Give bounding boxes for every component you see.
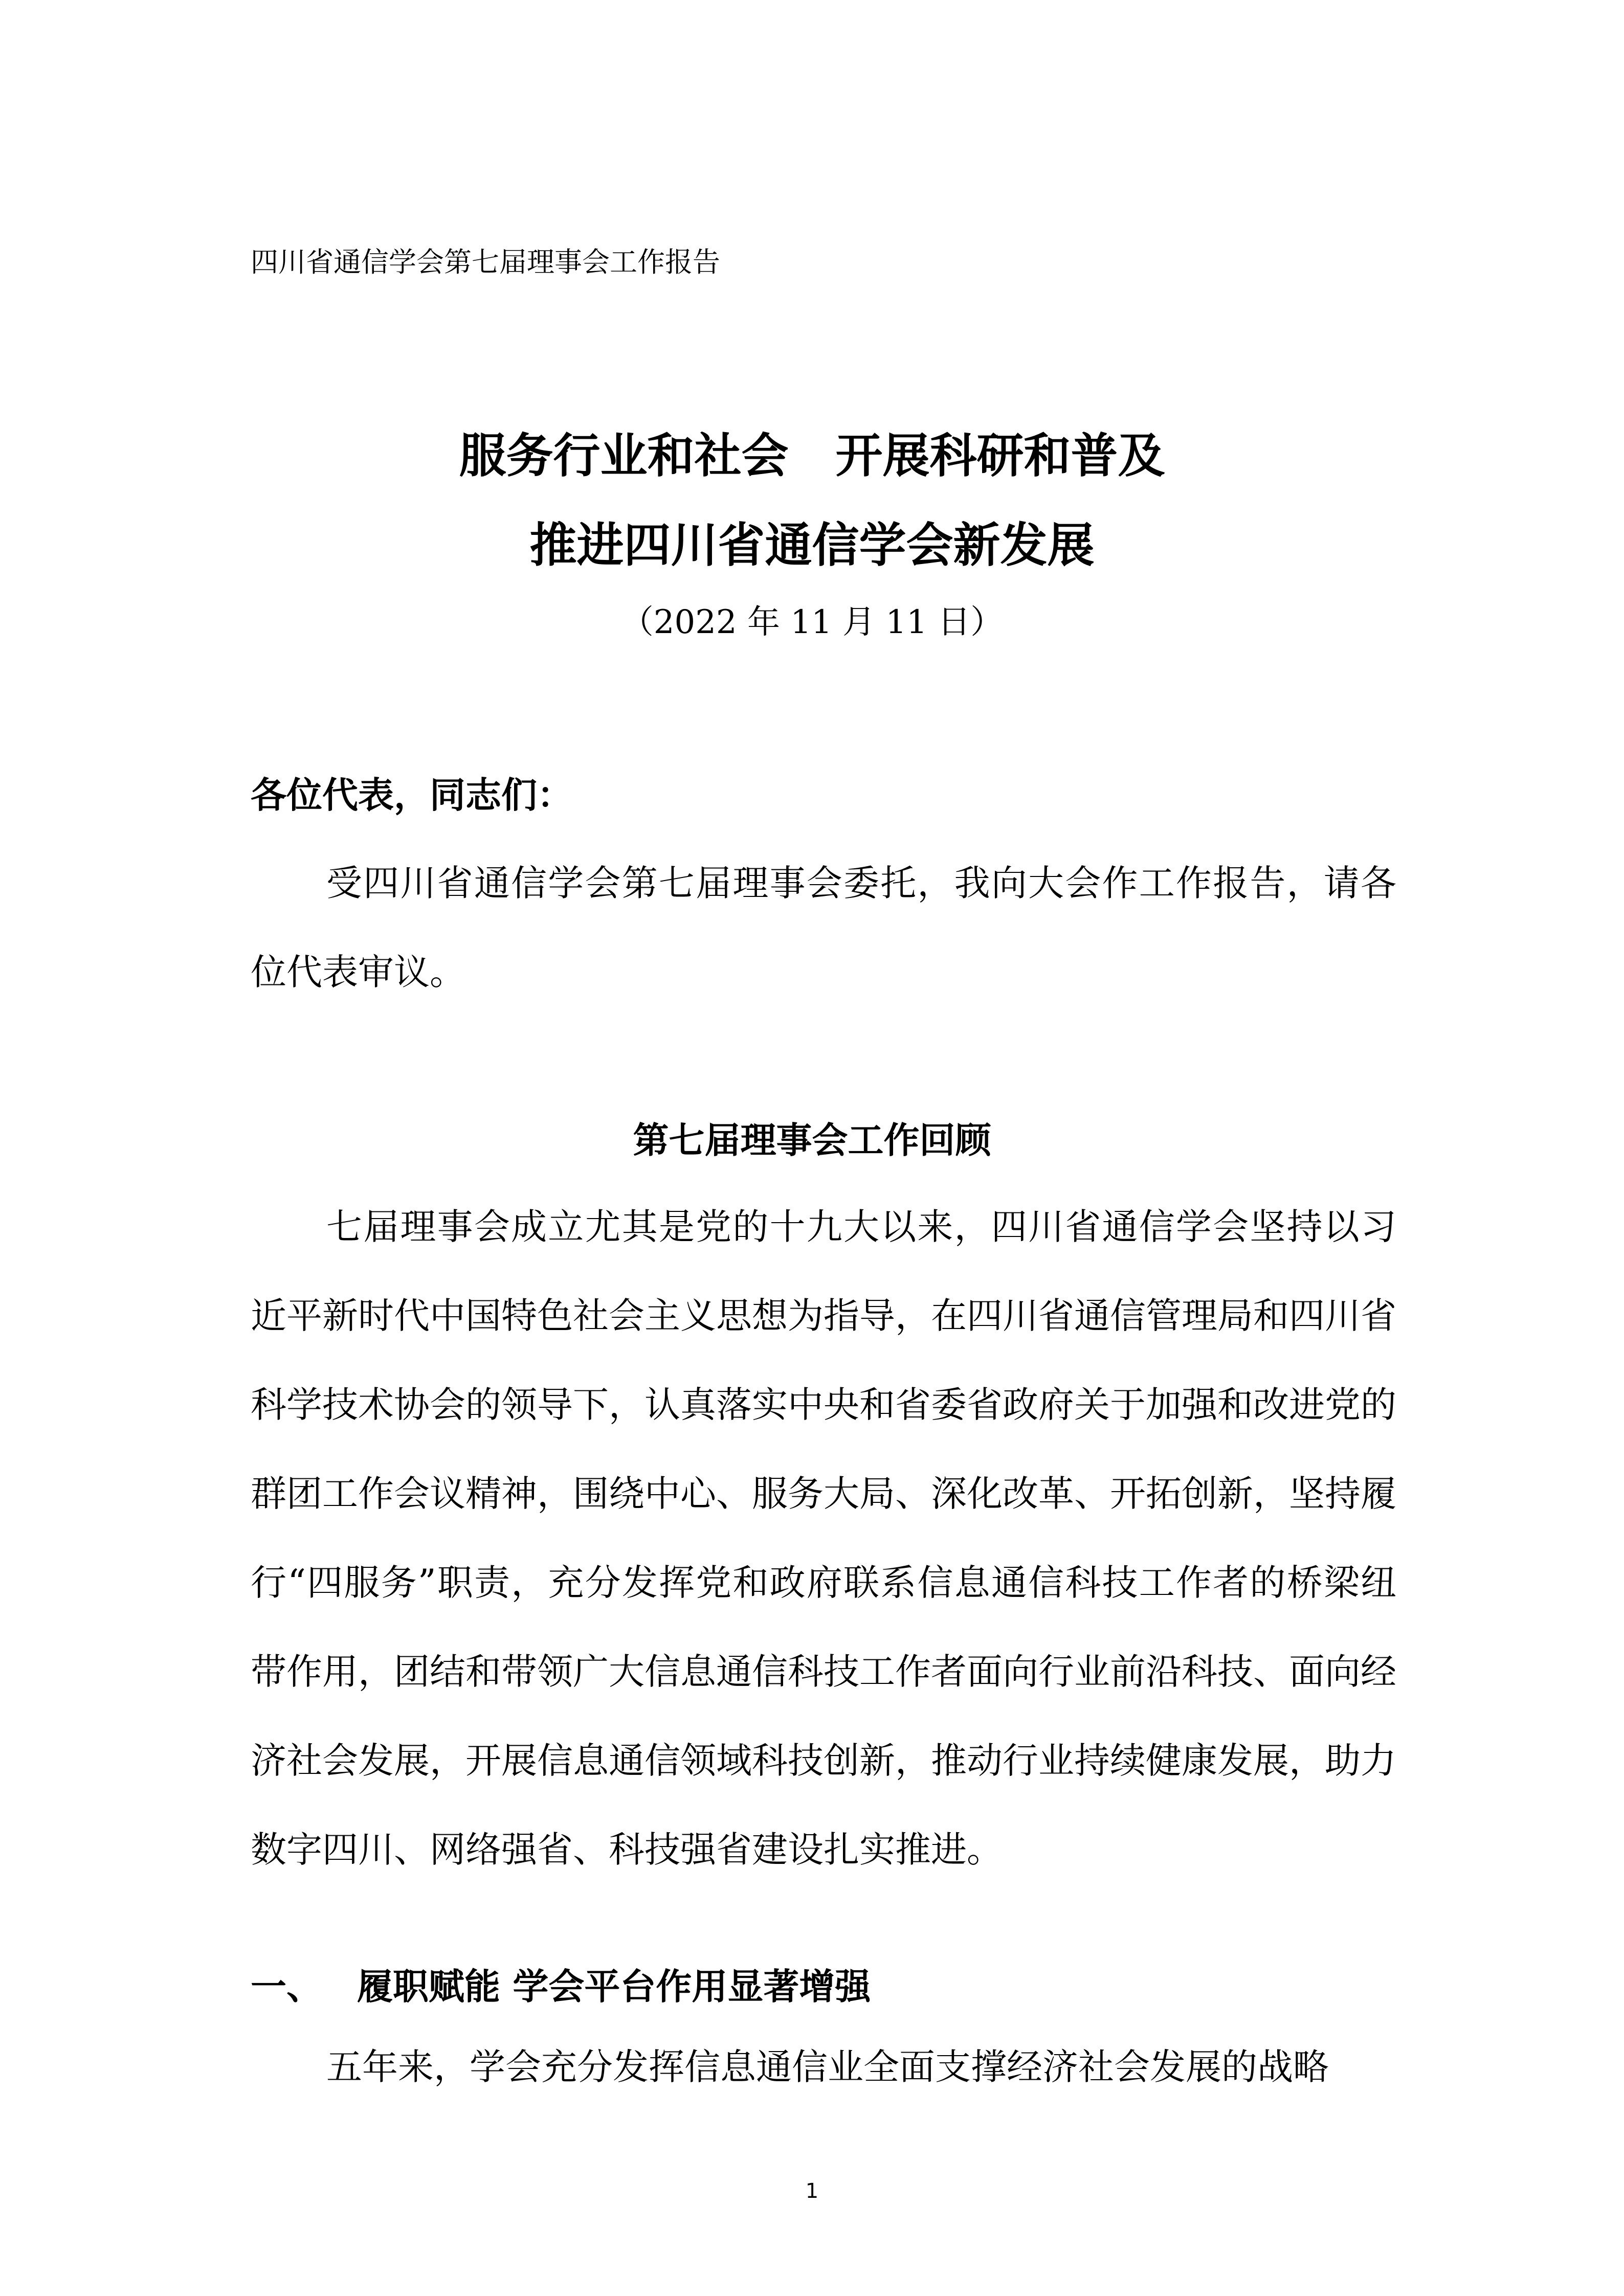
salutation: 各位代表，同志们： xyxy=(251,774,573,816)
heading1-paragraph: 五年来，学会充分发挥信息通信业全面支撑经济社会发展的战略 xyxy=(326,2046,1329,2088)
intro-paragraph: 受四川省通信学会第七届理事会委托，我向大会作工作报告，请各位代表审议。 xyxy=(251,862,1396,993)
heading-number: 一、 xyxy=(251,1966,322,2008)
heading-text: 履职赋能 学会平台作用显著增强 xyxy=(357,1966,871,2008)
heading-level-1 xyxy=(251,1964,871,2010)
report-title-line-2: 推进四川省通信学会新发展 xyxy=(529,518,1095,573)
running-header: 四川省通信学会第七届理事会工作报告 xyxy=(251,246,720,278)
review-paragraph: 七届理事会成立尤其是党的十九大以来，四川省通信学会坚持以习近平新时代中国特色社会主义思想为指导，在四川省通信管理局和四川省科学技术协会的领导下，认真落实中央和省委省政府关于加强和改进党的群团工作会议精神，围绕中心、服务大局、深化改革、开拓创新，坚持履行“四服务”职责，充分发挥党和政府联系信息通信科技工作者的桥梁纽带作用，团结和带领广大信息通信科技工作者面向行业前沿科技、面向经济社会发展，开展信息通信领域科技创新，推动行业持续健康发展，助力数字四川、网络强省、科技强省建设扎实推进。 xyxy=(251,1206,1396,1871)
page-number: 1 xyxy=(805,2179,819,2203)
section-title: 第七届理事会工作回顾 xyxy=(633,1119,991,1161)
report-title-line-1: 服务行业和社会 开展科研和普及 xyxy=(459,429,1165,483)
report-date: （2022 年 11 月 11 日） xyxy=(620,603,1004,641)
